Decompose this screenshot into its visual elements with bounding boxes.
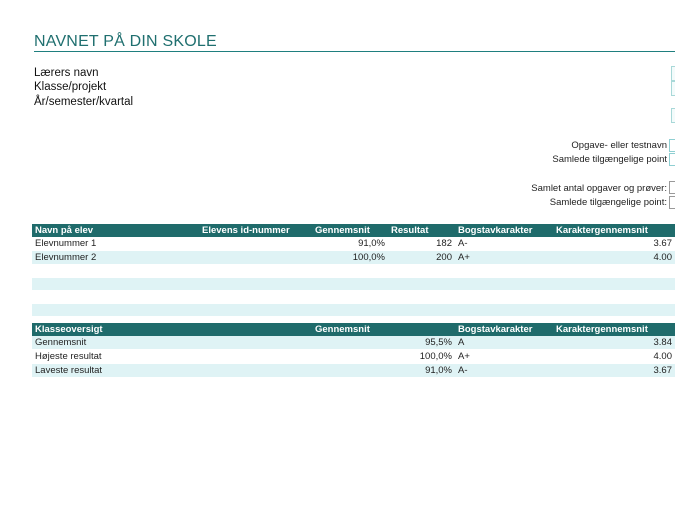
class-project-cell[interactable] bbox=[671, 81, 675, 96]
class-summary-table bbox=[32, 323, 675, 378]
students-header-row bbox=[32, 224, 675, 237]
summary-gpa[interactable]: 3.84 bbox=[553, 336, 675, 350]
total-assignments-label: Samlet antal opgaver og prøver: bbox=[531, 183, 667, 194]
summary-label: Gennemsnit bbox=[32, 336, 312, 350]
empty-row[interactable] bbox=[32, 304, 675, 317]
available-points-cell[interactable] bbox=[669, 153, 675, 166]
col-letter-grade[interactable]: Bogstavkarakter bbox=[455, 224, 553, 237]
assignment-name-cell[interactable] bbox=[669, 139, 675, 152]
total-assignments-cell[interactable] bbox=[669, 181, 675, 194]
term-cell[interactable] bbox=[671, 108, 675, 123]
student-letter-grade[interactable]: A- bbox=[455, 237, 553, 251]
empty-row[interactable] bbox=[32, 278, 675, 291]
empty-row[interactable] bbox=[32, 291, 675, 304]
col-class-overview[interactable]: Klasseoversigt bbox=[32, 323, 312, 336]
school-title: NAVNET PÅ DIN SKOLE bbox=[34, 33, 217, 50]
col-gpa[interactable]: Karaktergennemsnit bbox=[553, 224, 675, 237]
table-row[interactable] bbox=[32, 364, 675, 378]
col-student-id[interactable]: Elevens id-nummer bbox=[199, 224, 312, 237]
summary-header-row bbox=[32, 323, 675, 336]
student-id[interactable] bbox=[199, 251, 312, 265]
table-row[interactable] bbox=[32, 237, 675, 251]
col-letter-grade[interactable]: Bogstavkarakter bbox=[455, 323, 553, 336]
summary-average[interactable]: 100,0% bbox=[312, 350, 455, 364]
student-average[interactable]: 100,0% bbox=[312, 251, 388, 265]
title-underline bbox=[34, 51, 675, 52]
student-result[interactable]: 182 bbox=[388, 237, 455, 251]
teacher-name-cell[interactable] bbox=[671, 66, 675, 81]
col-average[interactable]: Gennemsnit bbox=[312, 323, 455, 336]
col-student-name[interactable]: Navn på elev bbox=[32, 224, 199, 237]
summary-letter-grade[interactable]: A bbox=[455, 336, 553, 350]
student-average[interactable]: 91,0% bbox=[312, 237, 388, 251]
student-letter-grade[interactable]: A+ bbox=[455, 251, 553, 265]
student-name[interactable]: Elevnummer 1 bbox=[32, 237, 199, 251]
summary-gpa[interactable]: 3.67 bbox=[553, 364, 675, 378]
summary-gpa[interactable]: 4.00 bbox=[553, 350, 675, 364]
student-gpa[interactable]: 3.67 bbox=[553, 237, 675, 251]
summary-letter-grade[interactable]: A+ bbox=[455, 350, 553, 364]
total-points-label: Samlede tilgængelige point: bbox=[549, 197, 667, 208]
student-gpa[interactable]: 4.00 bbox=[553, 251, 675, 265]
student-id[interactable] bbox=[199, 237, 312, 251]
summary-label: Laveste resultat bbox=[32, 364, 312, 378]
empty-row[interactable] bbox=[32, 265, 675, 278]
teacher-name-label: Lærers navn bbox=[34, 67, 99, 79]
table-row[interactable] bbox=[32, 350, 675, 364]
available-points-label: Samlede tilgængelige point bbox=[552, 154, 667, 165]
summary-letter-grade[interactable]: A- bbox=[455, 364, 553, 378]
class-project-label: Klasse/projekt bbox=[34, 81, 107, 93]
assignment-name-label: Opgave- eller testnavn bbox=[571, 140, 667, 151]
student-result[interactable]: 200 bbox=[388, 251, 455, 265]
summary-average[interactable]: 95,5% bbox=[312, 336, 455, 350]
summary-label: Højeste resultat bbox=[32, 350, 312, 364]
col-gpa[interactable]: Karaktergennemsnit bbox=[553, 323, 675, 336]
table-row[interactable] bbox=[32, 251, 675, 265]
col-result[interactable]: Resultat bbox=[388, 224, 455, 237]
term-label: År/semester/kvartal bbox=[34, 96, 134, 108]
table-row[interactable] bbox=[32, 336, 675, 350]
students-table bbox=[32, 224, 675, 317]
col-average[interactable]: Gennemsnit bbox=[312, 224, 388, 237]
total-points-cell[interactable] bbox=[669, 196, 675, 209]
student-name[interactable]: Elevnummer 2 bbox=[32, 251, 199, 265]
summary-average[interactable]: 91,0% bbox=[312, 364, 455, 378]
